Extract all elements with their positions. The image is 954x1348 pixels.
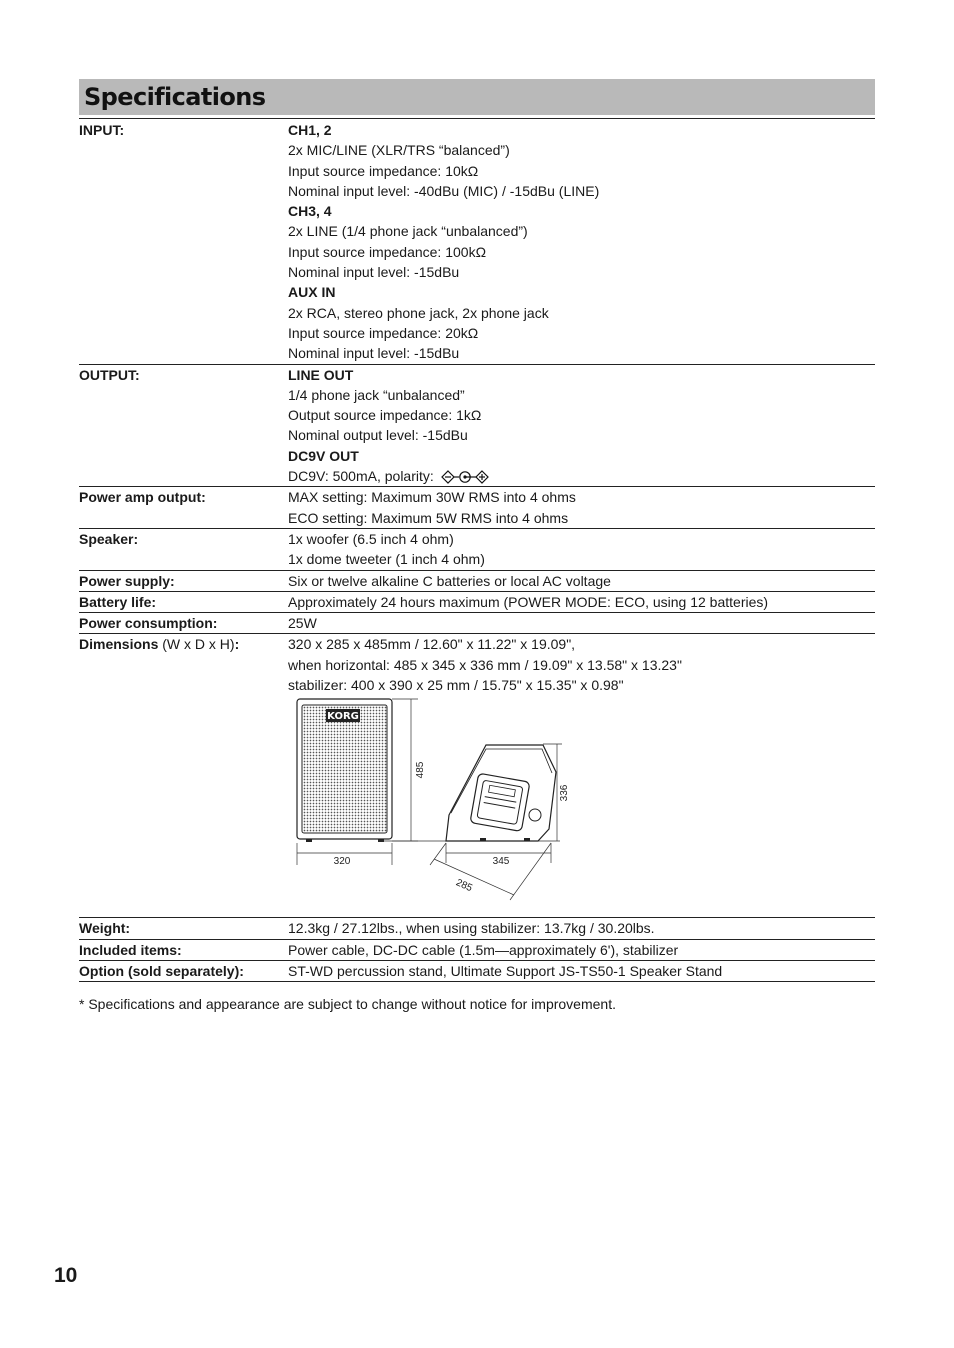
spec-row-battery-life — [79, 592, 875, 613]
spec-line: Approximately 24 hours maximum (POWER MODE: ECO, using 12 batteries) — [288, 593, 769, 610]
spec-values — [288, 120, 875, 364]
spec-values — [288, 487, 875, 528]
spec-line: Nominal input level: -15dBu — [288, 345, 460, 362]
spec-line: Input source impedance: 20kΩ — [288, 324, 479, 341]
spec-subheading: LINE OUT — [288, 366, 354, 383]
spec-row-input — [79, 120, 875, 365]
spec-line: 2x MIC/LINE (XLR/TRS “balanced”) — [288, 142, 510, 159]
spec-line: Output source impedance: 1kΩ — [288, 407, 482, 424]
spec-label: Power supply: — [79, 572, 175, 589]
spec-line: 25W — [288, 615, 317, 632]
spec-row-output — [79, 365, 875, 488]
spec-row-power-supply — [79, 571, 875, 592]
speaker-front-view — [297, 699, 392, 842]
spec-values — [288, 940, 875, 960]
spec-label — [79, 634, 288, 917]
dimension-depth — [430, 843, 551, 900]
spec-subheading: CH3, 4 — [288, 203, 332, 220]
spec-row-power-amp — [79, 487, 875, 529]
dimension-label-336: 336 — [559, 784, 570, 802]
spec-line: stabilizer: 400 x 390 x 25 mm / 15.75" x 15.35" x 0.98" — [288, 677, 624, 694]
spec-values — [288, 365, 875, 487]
dimension-width — [297, 843, 392, 867]
spec-line: 2x LINE (1/4 phone jack “unbalanced”) — [288, 223, 528, 240]
spec-label: Battery life: — [79, 593, 157, 610]
spec-values — [288, 529, 875, 570]
spec-label: Option (sold separately): — [79, 962, 244, 979]
speaker-side-view-tilted — [446, 745, 556, 841]
page-title: Specifications — [84, 83, 266, 111]
dimension-height — [392, 699, 426, 841]
spec-line: Input source impedance: 10kΩ — [288, 162, 479, 179]
spec-label: OUTPUT: — [79, 366, 140, 383]
spec-line: Nominal input level: -40dBu (MIC) / -15dBu (LINE) — [288, 182, 600, 199]
spec-line-polarity — [288, 466, 875, 486]
spec-line: 320 x 285 x 485mm / 12.60" x 11.22" x 19.09", — [288, 636, 576, 653]
dimension-depth-horizontal — [446, 843, 551, 867]
spec-line: Six or twelve alkaline C batteries or local AC voltage — [288, 572, 611, 589]
spec-label: Speaker: — [79, 530, 139, 547]
spec-values — [288, 918, 875, 938]
center-positive-polarity-icon — [441, 470, 489, 484]
spec-label-main: Dimensions — [79, 636, 159, 653]
spec-line: Input source impedance: 100kΩ — [288, 243, 487, 260]
section-title-bar — [79, 79, 875, 115]
spec-label: INPUT: — [79, 122, 125, 138]
spec-row-options — [79, 961, 875, 982]
spec-line: ST-WD percussion stand, Ultimate Support JS-TS50-1 Speaker Stand — [288, 962, 723, 979]
dimension-label-485: 485 — [415, 761, 426, 779]
dimension-label-320: 320 — [333, 856, 351, 868]
spec-row-weight — [79, 918, 875, 939]
spec-line: Nominal input level: -15dBu — [288, 264, 460, 281]
spec-line: MAX setting: Maximum 30W RMS into 4 ohms — [288, 489, 576, 506]
footnote: * Specifications and appearance are subject to change without notice for improvement. — [79, 996, 616, 1012]
dimension-label-345: 345 — [492, 856, 510, 868]
spec-label: Power consumption: — [79, 615, 218, 632]
specifications-table — [79, 120, 875, 982]
spec-values — [288, 634, 875, 917]
spec-subheading: CH1, 2 — [288, 122, 332, 138]
korg-logo: KORG — [327, 711, 359, 723]
spec-label: Power amp output: — [79, 489, 206, 506]
dimension-label-285: 285 — [454, 877, 474, 895]
spec-line: 1x dome tweeter (1 inch 4 ohm) — [288, 551, 485, 568]
title-divider — [79, 118, 875, 119]
spec-values — [288, 961, 875, 981]
spec-line: Power cable, DC-DC cable (1.5m—approximately 6'), stabilizer — [288, 941, 679, 958]
spec-label-colon: : — [234, 636, 240, 653]
spec-values — [288, 613, 875, 633]
spec-line: Nominal output level: -15dBu — [288, 427, 468, 444]
spec-row-included-items — [79, 940, 875, 961]
spec-line: ECO setting: Maximum 5W RMS into 4 ohms — [288, 509, 569, 526]
spec-line: 12.3kg / 27.12lbs., when using stabilizer: 13.7kg / 30.20lbs. — [288, 920, 655, 937]
spec-row-power-consumption — [79, 613, 875, 634]
spec-label: Included items: — [79, 941, 182, 958]
spec-line: 2x RCA, stereo phone jack, 2x phone jack — [288, 304, 549, 321]
spec-row-speaker — [79, 529, 875, 571]
page-number: 10 — [54, 1264, 78, 1287]
spec-row-dimensions — [79, 634, 875, 918]
polarity-text: DC9V: 500mA, polarity: — [288, 468, 434, 485]
spec-values — [288, 592, 875, 612]
dimensions-diagram — [288, 697, 588, 917]
spec-line: 1x woofer (6.5 inch 4 ohm) — [288, 530, 454, 547]
spec-line: 1/4 phone jack “unbalanced” — [288, 386, 465, 403]
spec-subheading: DC9V OUT — [288, 447, 359, 464]
spec-line: when horizontal: 485 x 345 x 336 mm / 19.09" x 13.58" x 13.23" — [288, 656, 682, 673]
spec-subheading: AUX IN — [288, 284, 336, 301]
spec-values — [288, 571, 875, 591]
spec-label: Weight: — [79, 920, 131, 937]
spec-label-suffix: (W x D x H) — [158, 636, 235, 653]
